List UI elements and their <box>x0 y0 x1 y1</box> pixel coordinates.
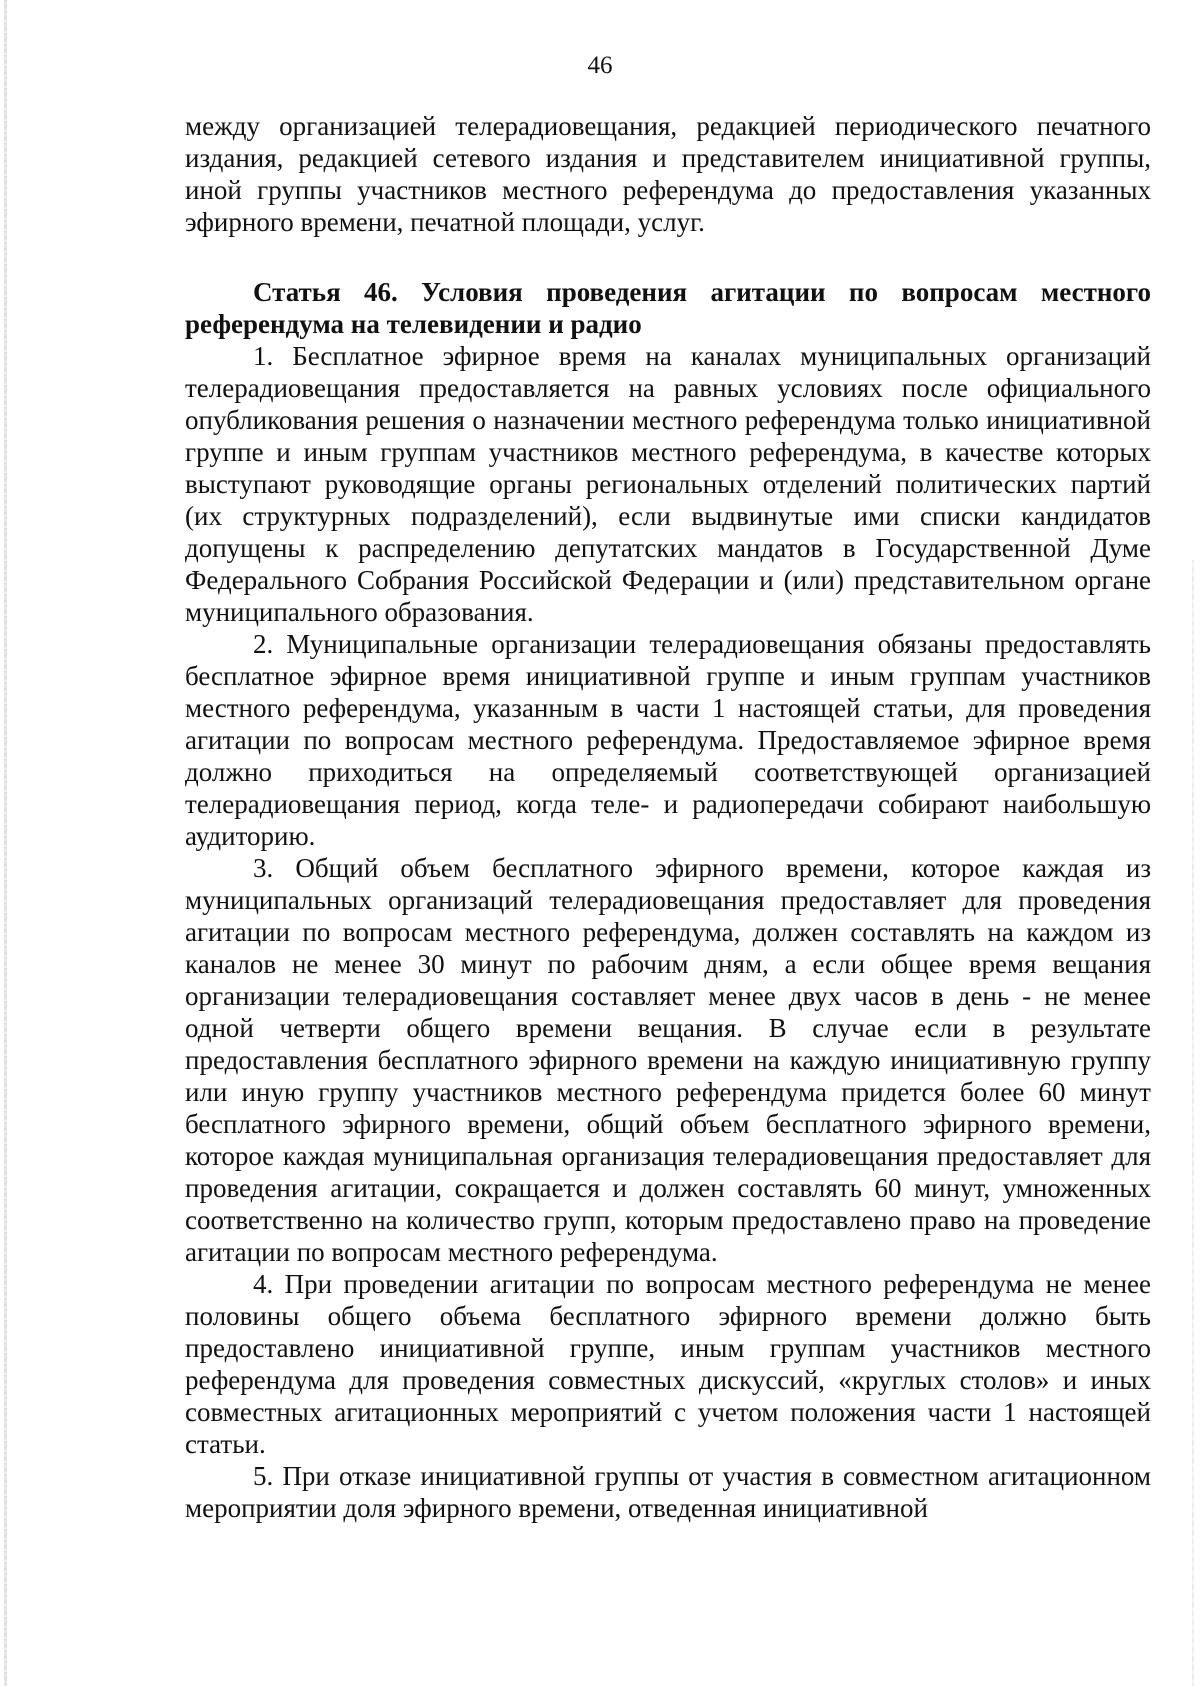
article-paragraph-5: 5. При отказе инициативной группы от участия в совместном агитационном мероприятии доля эфирного времени, отведенная инициативной <box>185 1461 1151 1523</box>
scan-edge-right <box>1192 560 1194 1686</box>
page-number: 46 <box>587 52 613 79</box>
article-paragraph-1: 1. Бесплатное эфирное время на каналах муниципальных организаций телерадиовещания предоставляется на равных условиях после официального опубликования решения о назначении местного референдума только инициативной группе и иным группам участников местного референдума, в качестве которых выступают руководящие органы региональных отделений политических партий (их структурных подразделений), если выдвинутые ими списки кандидатов допущены к распределению депутатских мандатов в Государственной Думе Федерального Собрания Российской Федерации и (или) представительном органе муниципального образования. <box>185 341 1151 627</box>
intro-paragraph: между организацией телерадиовещания, редакцией периодического печатного издания, редакцией сетевого издания и представителем инициативной группы, иной группы участников местного референдума до предоставления указанных эфирного времени, печатной площади, услуг. <box>185 111 1151 237</box>
article-title: Статья 46. Условия проведения агитации по вопросам местного референдума на телевидении и радио <box>185 277 1151 339</box>
scan-edge-left <box>4 0 7 1686</box>
document-body <box>185 110 1151 1524</box>
article-paragraph-4: 4. При проведении агитации по вопросам местного референдума не менее половины общего объема бесплатного эфирного времени должно быть предоставлено инициативной группе, иным группам участников местного референдума для проведения совместных дискуссий, «круглых столов» и иных совместных агитационных мероприятий с учетом положения части 1 настоящей статьи. <box>185 1269 1151 1459</box>
article-paragraph-3: 3. Общий объем бесплатного эфирного времени, которое каждая из муниципальных организаций телерадиовещания предоставляет для проведения агитации по вопросам местного референдума, должен составлять на каждом из каналов не менее 30 минут по рабочим дням, а если общее время вещания организации телерадиовещания составляет менее двух часов в день - не менее одной четверти общего времени вещания. В случае если в результате предоставления бесплатного эфирного времени на каждую инициативную группу или иную группу участников местного референдума придется более 60 минут бесплатного эфирного времени, общий объем бесплатного эфирного времени, которое каждая муниципальная организация телерадиовещания предоставляет для проведения агитации, сокращается и должен составлять 60 минут, умноженных соответственно на количество групп, которым предоставлено право на проведение агитации по вопросам местного референдума. <box>185 853 1151 1267</box>
article-paragraph-2: 2. Муниципальные организации телерадиовещания обязаны предоставлять бесплатное эфирное время инициативной группе и иным группам участников местного референдума, указанным в части 1 настоящей статьи, для проведения агитации по вопросам местного референдума. Предоставляемое эфирное время должно приходиться на определяемый соответствующей организацией телерадиовещания период, когда теле- и радиопередачи собирают наибольшую аудиторию. <box>185 629 1151 851</box>
